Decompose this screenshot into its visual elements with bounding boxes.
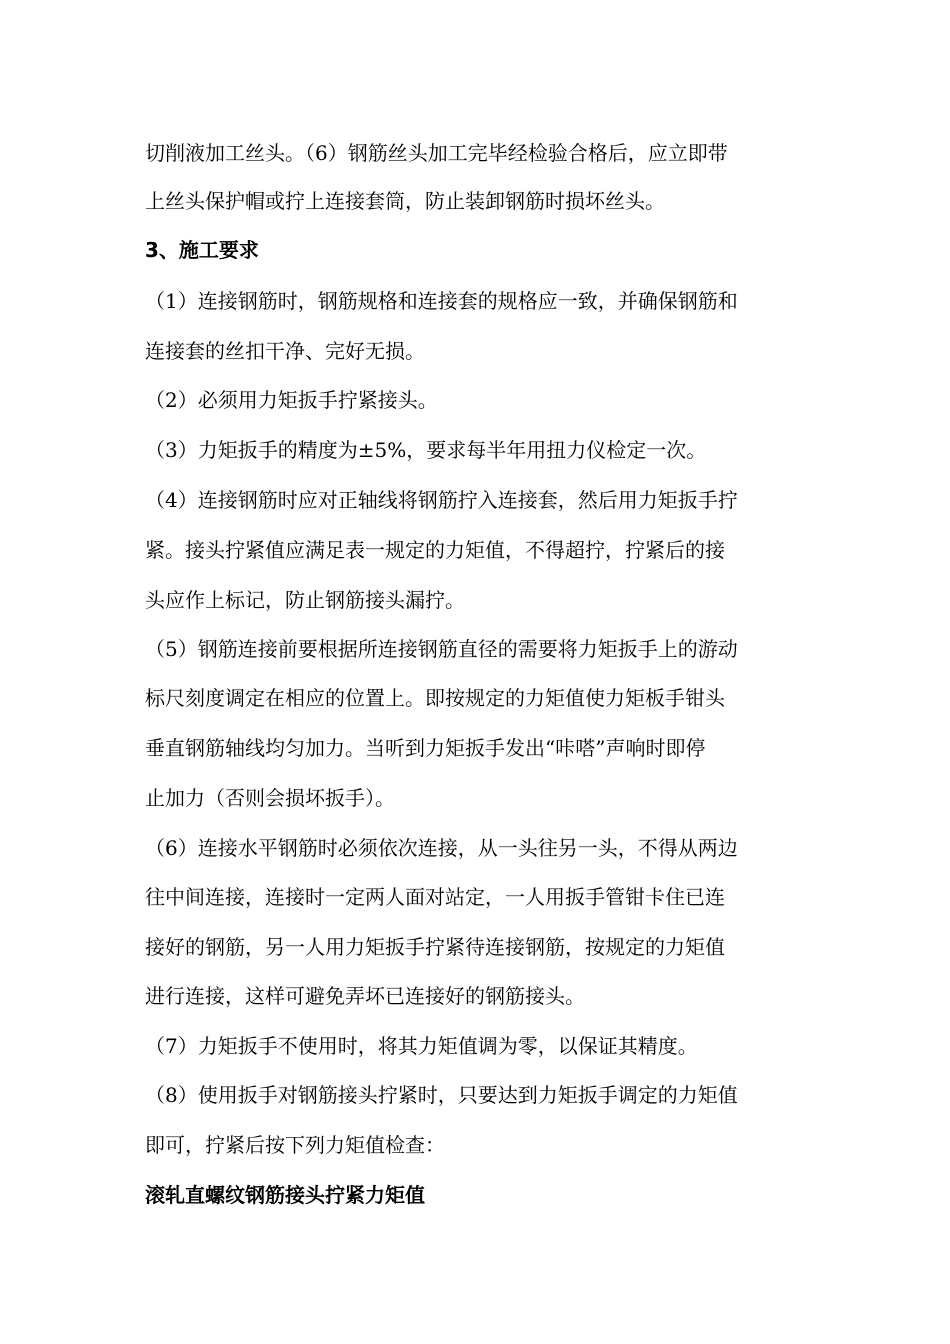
- paragraph-line: （3）力矩扳手的精度为±5%，要求每半年用扭力仪检定一次。: [145, 438, 707, 462]
- paragraph-line: 接好的钢筋，另一人用力矩扳手拧紧待连接钢筋，按规定的力矩值: [145, 935, 725, 959]
- paragraph-line: （1）连接钢筋时，钢筋规格和连接套的规格应一致，并确保钢筋和: [145, 289, 738, 313]
- paragraph-line: （4）连接钢筋时应对正轴线将钢筋拧入连接套，然后用力矩扳手拧: [145, 488, 738, 512]
- paragraph-line: （2）必须用力矩扳手拧紧接头。: [145, 388, 438, 412]
- paragraph-line: 标尺刻度调定在相应的位置上。即按规定的力矩值使力矩板手钳头: [145, 686, 725, 710]
- paragraph-line: 往中间连接，连接时一定两人面对站定，一人用扳手管钳卡住已连: [145, 885, 725, 909]
- table-title: 滚轧直螺纹钢筋接头拧紧力矩值: [145, 1183, 425, 1207]
- paragraph-line: 进行连接，这样可避免弄坏已连接好的钢筋接头。: [145, 984, 585, 1008]
- paragraph-line: 头应作上标记，防止钢筋接头漏拧。: [145, 588, 465, 612]
- paragraph-line: 切削液加工丝头。（6）钢筋丝头加工完毕经检验合格后，应立即带: [145, 141, 728, 165]
- paragraph-line: 即可，拧紧后按下列力矩值检查：: [145, 1133, 445, 1157]
- paragraph-line: （7）力矩扳手不使用时，将其力矩值调为零，以保证其精度。: [145, 1034, 698, 1058]
- section-heading: 3、施工要求: [145, 238, 259, 262]
- paragraph-line: 连接套的丝扣干净、完好无损。: [145, 339, 425, 363]
- paragraph-line: 紧。接头拧紧值应满足表一规定的力矩值，不得超拧，拧紧后的接: [145, 538, 725, 562]
- paragraph-line: 止加力（否则会损坏扳手）。: [145, 786, 395, 810]
- paragraph-line: （5）钢筋连接前要根据所连接钢筋直径的需要将力矩扳手上的游动: [145, 637, 738, 661]
- paragraph-line: 垂直钢筋轴线均匀加力。当听到力矩扳手发出“咔嗒”声响时即停: [145, 736, 706, 760]
- paragraph-line: 上丝头保护帽或拧上连接套筒，防止装卸钢筋时损坏丝头。: [145, 189, 665, 213]
- paragraph-line: （8）使用扳手对钢筋接头拧紧时，只要达到力矩扳手调定的力矩值: [145, 1083, 738, 1107]
- paragraph-line: （6）连接水平钢筋时必须依次连接，从一头往另一头，不得从两边: [145, 836, 738, 860]
